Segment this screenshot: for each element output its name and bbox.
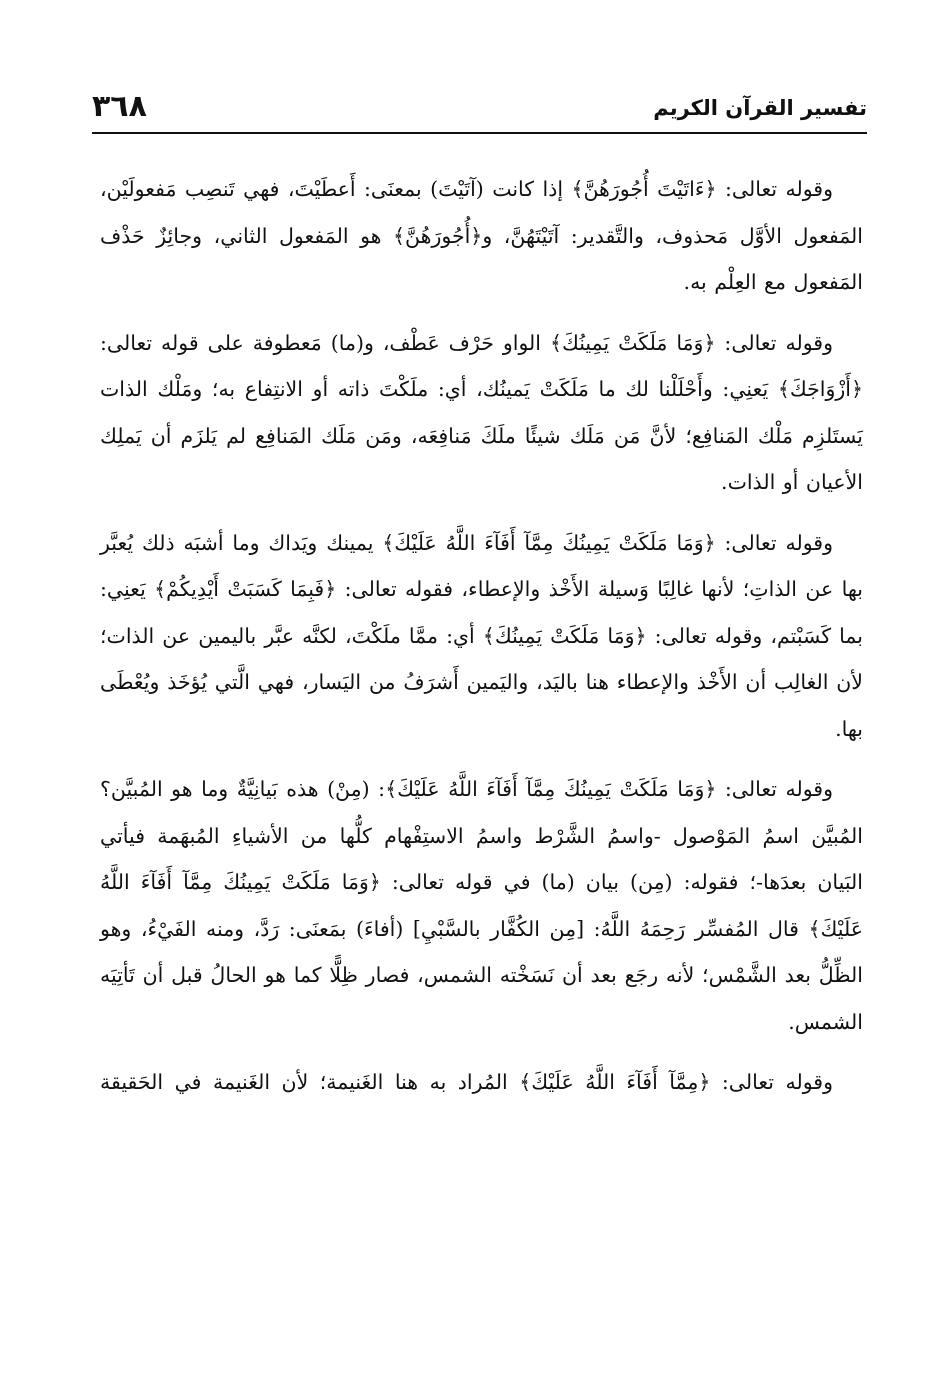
paragraph: وقوله تعالى: ﴿مِمَّآ أَفَآءَ اللَّهُ عَلَيْكَ﴾ المُراد به هنا الغَنيمة؛ لأن الغَنيمة في الحَقيقة	[100, 1070, 833, 1094]
running-title: تفسير القرآن الكريم	[653, 96, 867, 120]
paragraph: وقوله تعالى: ﴿وَمَا مَلَكَتْ يَمِينُكَ مِمَّآ أَفَآءَ اللَّهُ عَلَيْكَ﴾: (مِنْ) هذه بَيانِيَّةٌ وما هو المُبيَّن؟ المُبيَّن اسمُ المَوْصول -واسمُ الشَّرْط واسمُ الاستِفْهام كلُّها من الأشياءِ المُبهَمة فيأتي البَيان بعدَها-؛ فقوله: (مِن) بيان (ما) في قوله تعالى: ﴿وَمَا مَلَكَتْ يَمِينُكَ مِمَّآ أَفَآءَ اللَّهُ عَلَيْكَ﴾ قال المُفسِّر رَحِمَهُ اللَّهُ: [مِن الكُفَّار بالسَّبْيِ] (أفاءَ) بمَعنَى: رَدَّ، ومنه الفَيْءُ، وهو الظِّلُّ بعد الشَّمْس؛ لأنه رجَع بعد أن نَسَخْته الشمس، فصار ظِلًّا كما هو الحالُ قبل أن تَأتِيَه الشمس.	[100, 777, 863, 1034]
page-body	[100, 166, 863, 1118]
paragraph: وقوله تعالى: ﴿ءَاتَيْتَ أُجُورَهُنَّ﴾ إذا كانت (آتَيْتَ) بمعنَى: أَعطَيْتَ، فهي تَنصِب مَفعولَيْن، المَفعول الأوَّل مَحذوف، والتَّقدير: آتَيْتَهُنَّ، و﴿أُجُورَهُنَّ﴾ هو المَفعول الثاني، وجائِزٌ حَذْف المَفعول مع العِلْم به.	[100, 177, 863, 294]
header-divider	[92, 132, 867, 134]
page-number: ٣٦٨	[92, 89, 147, 124]
paragraph: وقوله تعالى: ﴿وَمَا مَلَكَتْ يَمِينُكَ﴾ الواو حَرْف عَطْف، و(ما) مَعطوفة على قوله تعالى: ﴿أَزْوَاجَكَ﴾ يَعنِي: وأَحْلَلْنا لك ما مَلَكَتْ يَمينُك، أي: ملَكْتَ ذاته أو الانتِفاع به؛ ومَلْك الذات يَستَلزِم مَلْك المَنافِع؛ لأنَّ مَن مَلَك شيئًا ملَكَ مَنافِعَه، ومَن مَلَك المَنافِع لم يَلزَم أن يَملِك الأعيان أو الذات.	[100, 330, 863, 494]
paragraph: وقوله تعالى: ﴿وَمَا مَلَكَتْ يَمِينُكَ مِمَّآ أَفَآءَ اللَّهُ عَلَيْكَ﴾ يمينك ويَداك وما أشبَه ذلك يُعبَّر بها عن الذاتِ؛ لأنها غالِبًا وَسيلة الأَخْذ والإعطاء، فقوله تعالى: ﴿فَبِمَا كَسَبَتْ أَيْدِيكُمْ﴾ يَعنِي: بما كَسَبْتم، وقوله تعالى: ﴿وَمَا مَلَكَتْ يَمِينُكَ﴾ أي: ممَّا ملَكْتَ، لكنَّه عبَّر باليمين عن الذات؛ لأن الغالِب أن الأَخْذ والإعطاء هنا باليَد، واليَمين أَشرَفُ من اليَسار، فهي الَّتي يُؤخَذ ويُعْطَى بها.	[100, 530, 863, 741]
page-header	[92, 88, 867, 130]
